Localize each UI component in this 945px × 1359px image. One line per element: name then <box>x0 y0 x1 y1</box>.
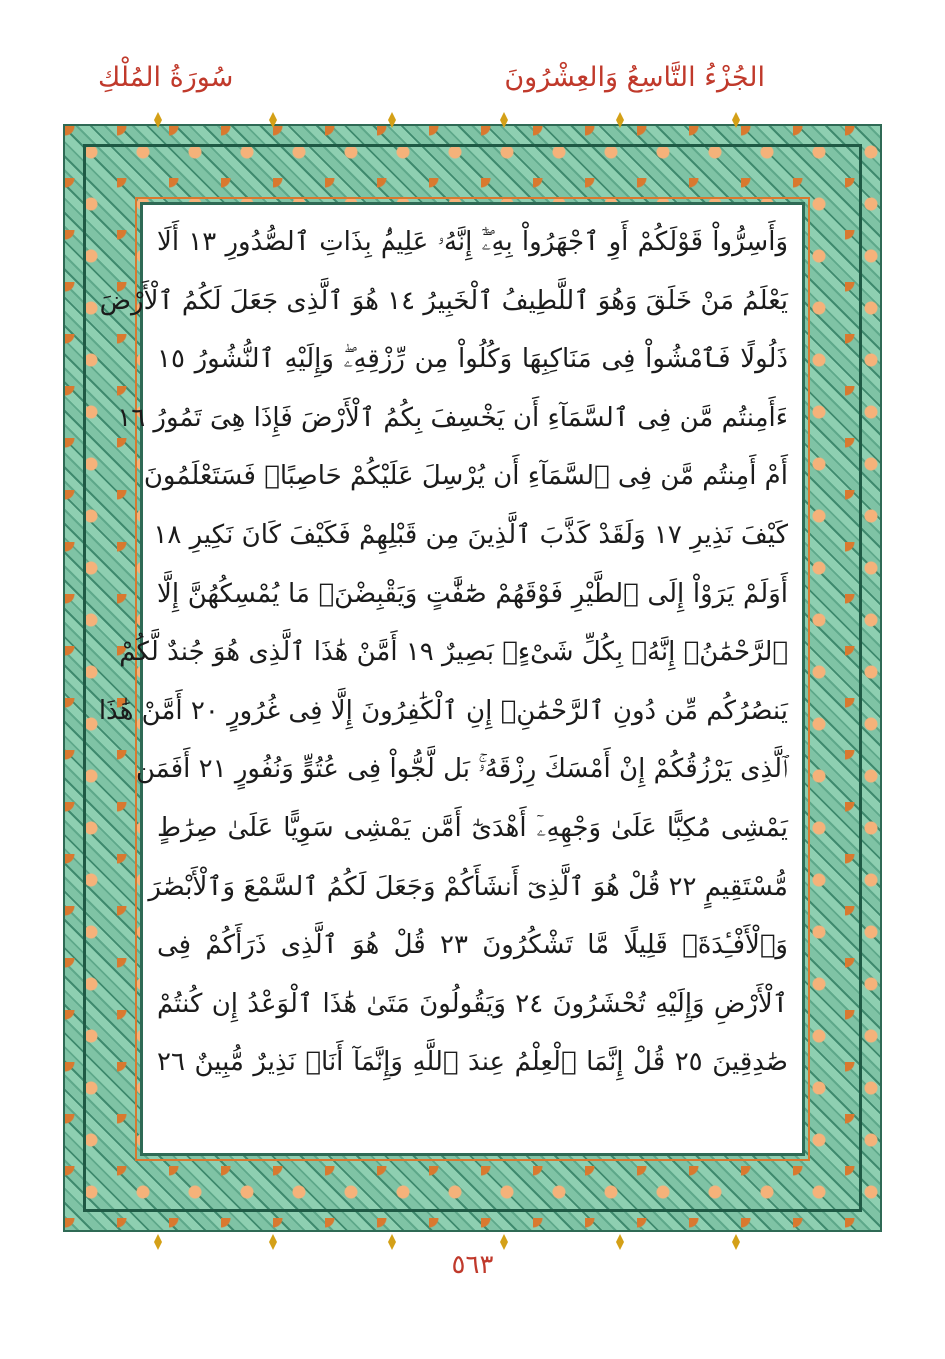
ornament-icon <box>498 108 510 132</box>
text-line: يَمْشِى مُكِبًّا عَلَىٰ وَجْهِهِۦٓ أَهْدَىٰٓ أَمَّن يَمْشِى سَوِيًّا عَلَىٰ صِرَٰطٍ <box>157 812 788 843</box>
ornament-icon <box>614 108 626 132</box>
text-line: ٱلَّذِى يَرْزُقُكُمْ إِنْ أَمْسَكَ رِزْقَهُۥۚ بَل لَّجُّواْ فِى عُتُوٍّ وَنُفُورٍ ٢١ أَفَمَن <box>135 754 788 785</box>
text-line: كَيْفَ نَذِيرِ ١٧ وَلَقَدْ كَذَّبَ ٱلَّذِينَ مِن قَبْلِهِمْ فَكَيْفَ كَانَ نَكِيرِ ١٨ <box>153 519 788 550</box>
text-line: ٱلْأَرْضِ وَإِلَيْهِ تُحْشَرُونَ ٢٤ وَيَقُولُونَ مَتَىٰ هَٰذَا ٱلْوَعْدُ إِن كُنتُمْ <box>157 988 788 1019</box>
page-number: ٥٦٣ <box>451 1250 494 1280</box>
juz-title: الجُزْءُ التَّاسِعُ وَالعِشْرُونَ <box>504 62 765 93</box>
verse-lines <box>98 213 788 1092</box>
ornament-icon <box>730 108 742 132</box>
text-line: يَنصُرُكُم مِّن دُونِ ٱلرَّحْمَٰنِۚ إِنِ ٱلْكَٰفِرُونَ إِلَّا فِى غُرُورٍ ٢٠ أَمَّنْ هَٰذَا <box>98 695 788 726</box>
text-line: ءَأَمِنتُم مَّن فِى ٱلسَّمَآءِ أَن يَخْسِفَ بِكُمُ ٱلْأَرْضَ فَإِذَا هِىَ تَمُورُ ١٦ <box>117 402 788 433</box>
text-line: وَٱلْأَفْـِٔدَةَۚ قَلِيلًا مَّا تَشْكُرُونَ ٢٣ قُلْ هُوَ ٱلَّذِى ذَرَأَكُمْ فِى <box>157 930 788 961</box>
text-line: ذَلُولًا فَٱمْشُواْ فِى مَنَاكِبِهَا وَكُلُواْ مِن رِّزْقِهِۦۖ وَإِلَيْهِ ٱلنُّشُورُ ١٥ <box>157 344 788 375</box>
surah-title: سُورَةُ المُلْكِ <box>98 62 234 93</box>
text-line: يَعْلَمُ مَنْ خَلَقَ وَهُوَ ٱللَّطِيفُ ٱلْخَبِيرُ ١٤ هُوَ ٱلَّذِى جَعَلَ لَكُمُ ٱلْأَرْضَ <box>99 285 788 316</box>
text-line: أَمْ أَمِنتُم مَّن فِى ٱلسَّمَآءِ أَن يُرْسِلَ عَلَيْكُمْ حَاصِبًاۖ فَسَتَعْلَمُونَ <box>143 461 788 492</box>
text-line: ٱلرَّحْمَٰنُۚ إِنَّهُۥ بِكُلِّ شَىْءٍۭ بَصِيرٌ ١٩ أَمَّنْ هَٰذَا ٱلَّذِى هُوَ جُندٌ لَّكُمْ <box>119 637 788 668</box>
text-line: مُّسْتَقِيمٍ ٢٢ قُلْ هُوَ ٱلَّذِىٓ أَنشَأَكُمْ وَجَعَلَ لَكُمُ ٱلسَّمْعَ وَٱلْأَبْصَٰرَ <box>148 871 788 902</box>
text-line: وَأَسِرُّواْ قَوْلَكُمْ أَوِ ٱجْهَرُواْ بِهِۦٓۖ إِنَّهُۥ عَلِيمُۢ بِذَاتِ ٱلصُّدُورِ ١٣ أَلَا <box>157 227 788 257</box>
text-line: صَٰدِقِينَ ٢٥ قُلْ إِنَّمَا ٱلْعِلْمُ عِندَ ٱللَّهِ وَإِنَّمَآ أَنَا۠ نَذِيرٌ مُّبِينٌ ٢٦ <box>157 1047 788 1078</box>
quran-text-panel <box>98 202 805 1156</box>
ornament-icon <box>386 108 398 132</box>
text-line: أَوَلَمْ يَرَوْاْ إِلَى ٱلطَّيْرِ فَوْقَهُمْ صَٰٓفَّٰتٍ وَيَقْبِضْنَۚ مَا يُمْسِكُهُنَّ إِلَّا <box>157 578 788 609</box>
ornament-icon <box>267 108 279 132</box>
ornament-icon <box>152 108 164 132</box>
